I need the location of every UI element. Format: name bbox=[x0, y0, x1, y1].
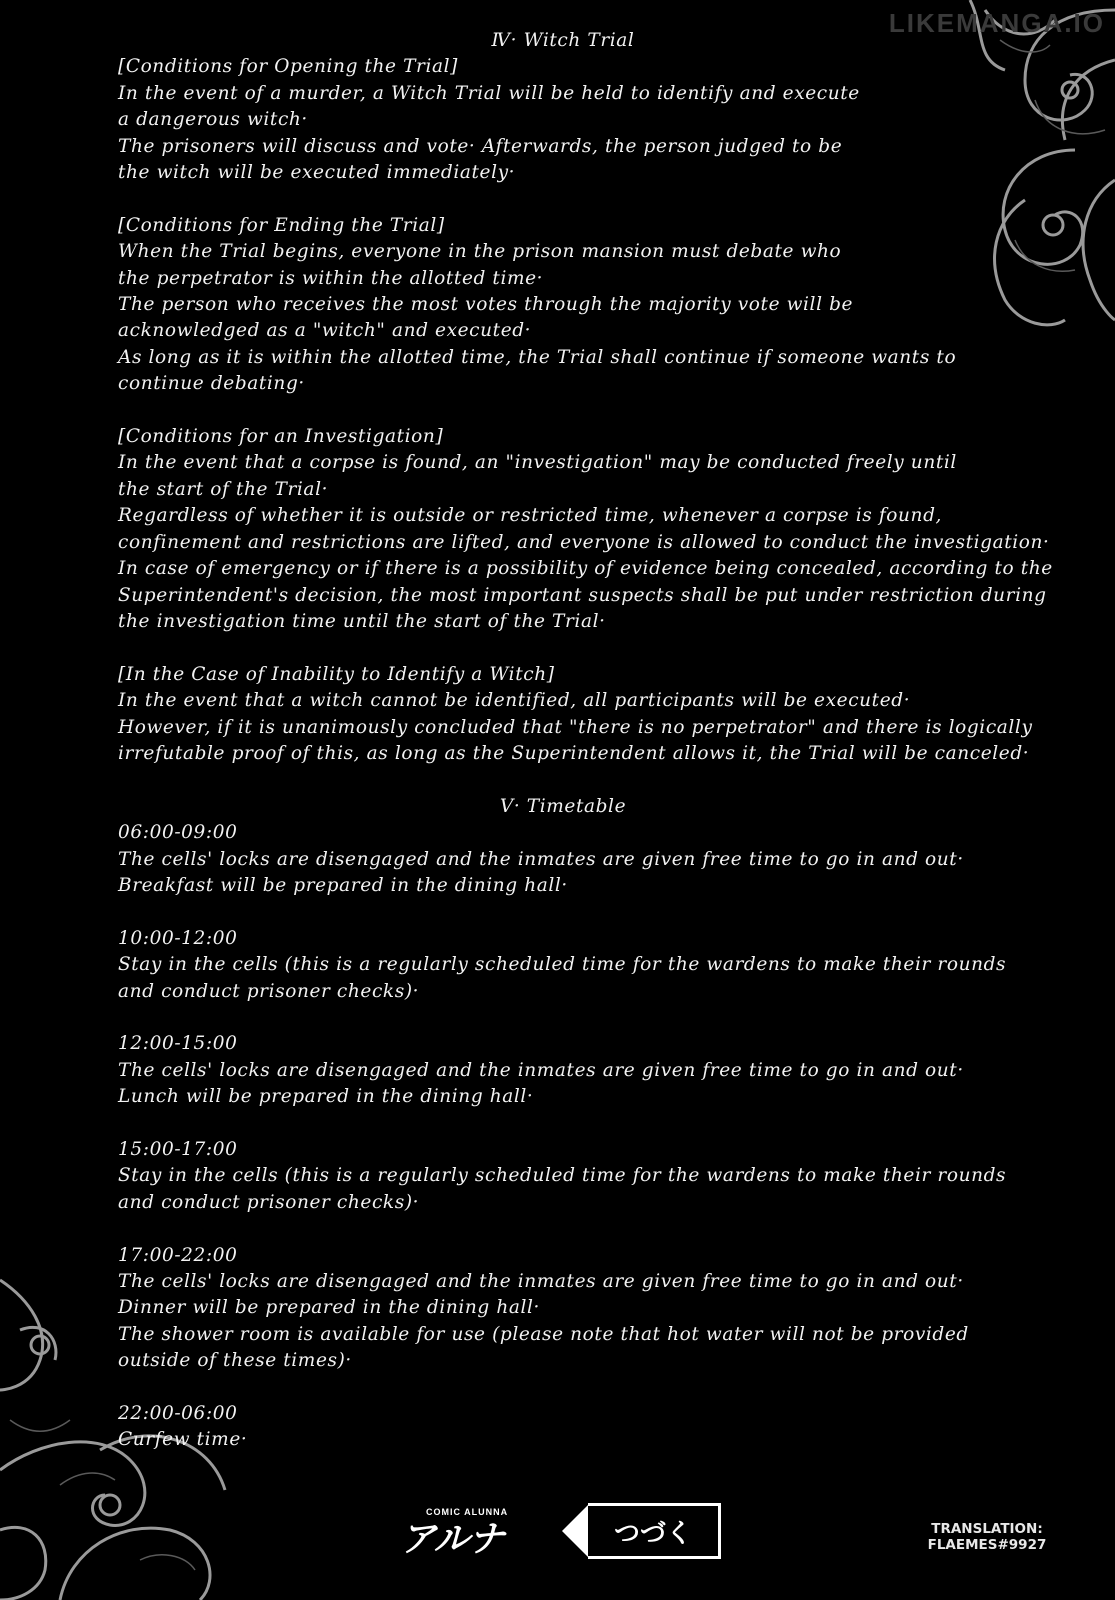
rule-line: In the event that a witch cannot be identified, all participants will be executed· bbox=[118, 690, 911, 712]
rule-line: continue debating· bbox=[118, 373, 305, 395]
arrow-icon bbox=[562, 1505, 588, 1557]
timetable-slot bbox=[118, 1031, 1018, 1110]
rule-line: acknowledged as a "witch" and executed· bbox=[118, 320, 532, 342]
timetable-line: outside of these times)· bbox=[118, 1350, 352, 1372]
rule-line: irrefutable proof of this, as long as the Superintendent allows it, the Trial will be canceled· bbox=[118, 742, 1030, 764]
timetable-slot bbox=[118, 1401, 1018, 1454]
rule-line: the witch will be executed immediately· bbox=[118, 162, 516, 184]
timetable-line: The shower room is available for use (please note that hot water will not be provided bbox=[118, 1323, 969, 1345]
credit-heading: TRANSLATION: bbox=[931, 1521, 1043, 1537]
alunna-logo bbox=[382, 1503, 562, 1559]
rule-section-heading: [Conditions for Ending the Trial] bbox=[118, 214, 445, 236]
rule-line: the perpetrator is within the allotted time· bbox=[118, 267, 544, 289]
rule-section-heading: [In the Case of Inability to Identify a Witch] bbox=[118, 663, 555, 685]
translation-credit bbox=[922, 1521, 1052, 1553]
timetable-slot bbox=[118, 820, 1018, 899]
timetable-slot bbox=[118, 1243, 1018, 1375]
timetable-slot bbox=[118, 926, 1018, 1005]
rule-line: However, if it is unanimously concluded that "there is no perpetrator" and there is logically bbox=[118, 716, 1033, 738]
timetable-line: Stay in the cells (this is a regularly scheduled time for the wardens to make their rounds bbox=[118, 954, 1007, 976]
section-title-timetable: Ⅴ· Timetable bbox=[499, 795, 627, 817]
rule-line: The person who receives the most votes through the majority vote will be bbox=[118, 294, 854, 316]
timetable-line: Dinner will be prepared in the dining hall· bbox=[118, 1297, 540, 1319]
rule-line: In the event that a corpse is found, an "investigation" may be conducted freely until bbox=[118, 452, 957, 474]
timetable-line: and conduct prisoner checks)· bbox=[118, 1191, 420, 1213]
watermark: LIKEMANGA.IO bbox=[888, 8, 1105, 38]
rule-section bbox=[118, 424, 1053, 635]
timetable-time: 10:00-12:00 bbox=[118, 927, 238, 949]
rule-line: In case of emergency or if there is a possibility of evidence being concealed, according to the bbox=[118, 558, 1053, 580]
rule-line: As long as it is within the allotted time, the Trial shall continue if someone wants to bbox=[118, 346, 957, 368]
timetable-time: 06:00-09:00 bbox=[118, 822, 238, 844]
comic-alunna-continued-logo bbox=[382, 1503, 721, 1559]
rule-section-heading: [Conditions for an Investigation] bbox=[118, 426, 444, 448]
timetable-line: and conduct prisoner checks)· bbox=[118, 980, 420, 1002]
rule-section bbox=[118, 213, 1018, 398]
timetable-slot bbox=[118, 1137, 1018, 1216]
rule-line: When the Trial begins, everyone in the prison mansion must debate who bbox=[118, 241, 842, 263]
rule-line: a dangerous witch· bbox=[118, 109, 308, 131]
rule-line: Regardless of whether it is outside or restricted time, whenever a corpse is found, bbox=[118, 505, 942, 527]
rule-line: In the event of a murder, a Witch Trial will be held to identify and execute bbox=[118, 82, 860, 104]
timetable-line: The cells' locks are disengaged and the inmates are given free time to go in and out· bbox=[118, 1059, 964, 1081]
timetable-line: Breakfast will be prepared in the dining hall· bbox=[118, 874, 568, 896]
section-title-witch-trial: Ⅳ· Witch Trial bbox=[491, 30, 635, 51]
timetable-line: The cells' locks are disengaged and the inmates are given free time to go in and out· bbox=[118, 1270, 964, 1292]
rule-line: the start of the Trial· bbox=[118, 478, 329, 500]
logo-main-text: アルナ bbox=[400, 1518, 504, 1559]
rule-section bbox=[118, 662, 1033, 768]
rule-line: the investigation time until the start of the Trial· bbox=[118, 610, 606, 632]
rules-document bbox=[118, 28, 1053, 1480]
rule-section-heading: [Conditions for Opening the Trial] bbox=[118, 56, 458, 78]
timetable-time: 12:00-15:00 bbox=[118, 1033, 238, 1055]
timetable-line: Lunch will be prepared in the dining hall· bbox=[118, 1086, 534, 1108]
rule-line: confinement and restrictions are lifted, and everyone is allowed to conduct the investigation· bbox=[118, 531, 1050, 553]
rule-section bbox=[118, 54, 1018, 186]
rule-line: Superintendent's decision, the most important suspects shall be put under restriction during bbox=[118, 584, 1047, 606]
continued-label: つづく bbox=[588, 1503, 721, 1559]
timetable-time: 22:00-06:00 bbox=[118, 1402, 238, 1424]
rule-line: The prisoners will discuss and vote· Afterwards, the person judged to be bbox=[118, 135, 843, 157]
logo-small-text: COMIC ALUNNA bbox=[426, 1507, 509, 1517]
credit-name: FLAEMES#9927 bbox=[927, 1537, 1047, 1553]
timetable-time: 17:00-22:00 bbox=[118, 1244, 238, 1266]
timetable-time: 15:00-17:00 bbox=[118, 1138, 238, 1160]
timetable-slots bbox=[118, 820, 1018, 1454]
timetable-line: Curfew time· bbox=[118, 1429, 248, 1451]
witch-trial-sections bbox=[118, 54, 1053, 767]
timetable-line: Stay in the cells (this is a regularly scheduled time for the wardens to make their rounds bbox=[118, 1165, 1007, 1187]
timetable-line: The cells' locks are disengaged and the inmates are given free time to go in and out· bbox=[118, 848, 964, 870]
